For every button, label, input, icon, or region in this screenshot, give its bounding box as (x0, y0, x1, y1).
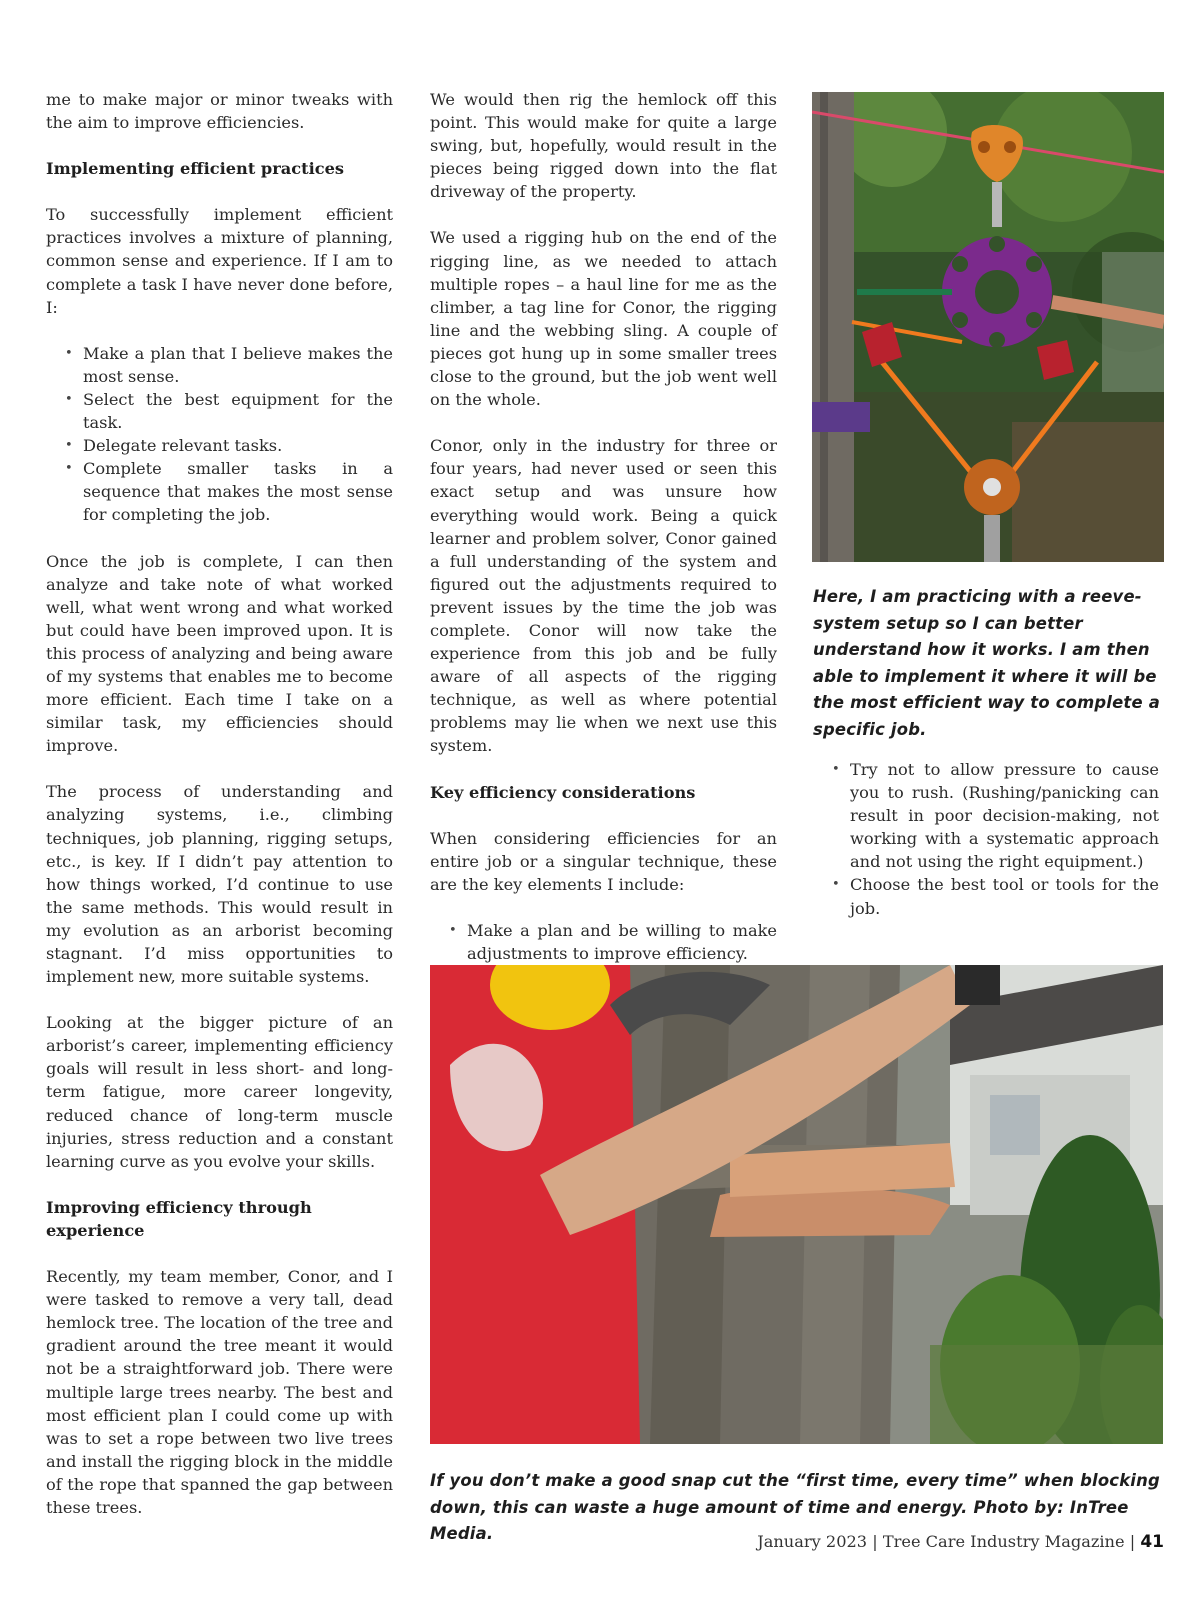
paragraph: Conor, only in the industry for three or four years, had never used or seen this exact setup and was unsure how everything would work. Being a quick learner and problem solver, Conor gained a full understanding of the system and figured out the adjustments required to prevent issues by the time the job was complete. Conor will now take the experience from this job and be fully aware of all aspects of the rigging technique, as well as where potential problems may lie when we next use this system. (430, 436, 777, 756)
rigging-hub-photo (812, 92, 1164, 562)
list-item: • Choose the best tool or tools for the job. (850, 873, 1159, 919)
page-number: 41 (1140, 1532, 1164, 1552)
paragraph: The process of understanding and analyzing systems, i.e., climbing techniques, job planning, rigging setups, etc., is key. If I didn’t pay attention to how things worked, I’d continue to use the same methods. This would result in my evolution as an arborist becoming stagnant. I’d miss opportunities to implement new, more suitable systems. (46, 782, 393, 987)
paragraph: me to make major or minor tweaks with the aim to improve efficiencies. (46, 90, 393, 133)
footer-issue: January 2023 | Tree Care Industry Magazine | (757, 1532, 1136, 1551)
article-column-1 (46, 88, 393, 1542)
section-heading: Key efficiency considerations (430, 782, 696, 802)
paragraph: Looking at the bigger picture of an arborist’s career, implementing efficiency goals will result in less short- and long-term fatigue, more career longevity, reduced chance of long-term muscle injuries, stress reduction and a constant learning curve as you evolve your skills. (46, 1013, 393, 1171)
bullet-list (813, 758, 1159, 920)
paragraph: When considering efficiencies for an entire job or a singular technique, these are the key elements I include: (430, 828, 777, 894)
paragraph: Once the job is complete, I can then analyze and take note of what worked well, what went wrong and what worked but could have been improved upon. It is this process of analyzing and being aware of my systems that enables me to become more efficient. Each time I take on a similar task, my efficiencies should improve. (46, 551, 393, 756)
paragraph: We would then rig the hemlock off this point. This would make for quite a large swing, but, hopefully, would result in the pieces being rigged down into the flat driveway of the property. (430, 90, 777, 202)
photo-caption: If you don’t make a good snap cut the “first time, every time” when blocking down, this can waste a huge amount of time and energy. Photo by: InTree Media. (430, 1471, 1160, 1544)
page-footer (757, 1532, 1164, 1552)
article-column-2 (430, 88, 777, 988)
rigging-hub-illustration (812, 92, 1164, 562)
section-heading: Implementing efficient practices (46, 159, 345, 179)
paragraph: To successfully implement efficient practices involves a mixture of planning, common sense and experience. If I am to complete a task I have never done before, I: (46, 205, 393, 317)
list-item: • Try not to allow pressure to cause you to rush. (Rushing/panicking can result in poor decision-making, not working with a systematic approach and not using the right equipment.) (850, 758, 1159, 873)
watch-icon (955, 965, 1000, 1005)
bullet-list (430, 919, 777, 965)
list-item: • Make a plan and be willing to make adjustments to improve efficiency. (467, 919, 777, 965)
photo-caption: Here, I am practicing with a reeve-system setup so I can better understand how it works. I am then able to implement it where it will be the most efficient way to complete a specific job. (813, 587, 1160, 739)
bullet-list (46, 342, 393, 527)
paragraph: Recently, my team member, Conor, and I were tasked to remove a very tall, dead hemlock tree. The location of the tree and gradient around the tree meant it would not be a straightforward job. There were multiple large trees nearby. The best and most efficient plan I could come up with was to set a rope between two live trees and install the rigging block in the middle of the rope that spanned the gap between these trees. (46, 1267, 393, 1517)
list-item: • Complete smaller tasks in a sequence that makes the most sense for completing the job. (83, 457, 393, 526)
list-item: • Delegate relevant tasks. (83, 434, 393, 457)
list-item: • Make a plan that I believe makes the most sense. (83, 342, 393, 388)
paragraph: We used a rigging hub on the end of the rigging line, as we needed to attach multiple ropes – a haul line for me as the climber, a tag line for Conor, the rigging line and the webbing sling. A couple of pieces got hung up in some smaller trees close to the ground, but the job went well on the whole. (430, 228, 777, 410)
snap-cut-photo (430, 965, 1163, 1444)
section-heading: Improving efficiency through experience (46, 1197, 312, 1240)
snap-cut-illustration (430, 965, 1163, 1444)
list-item: • Select the best equipment for the task. (83, 388, 393, 434)
